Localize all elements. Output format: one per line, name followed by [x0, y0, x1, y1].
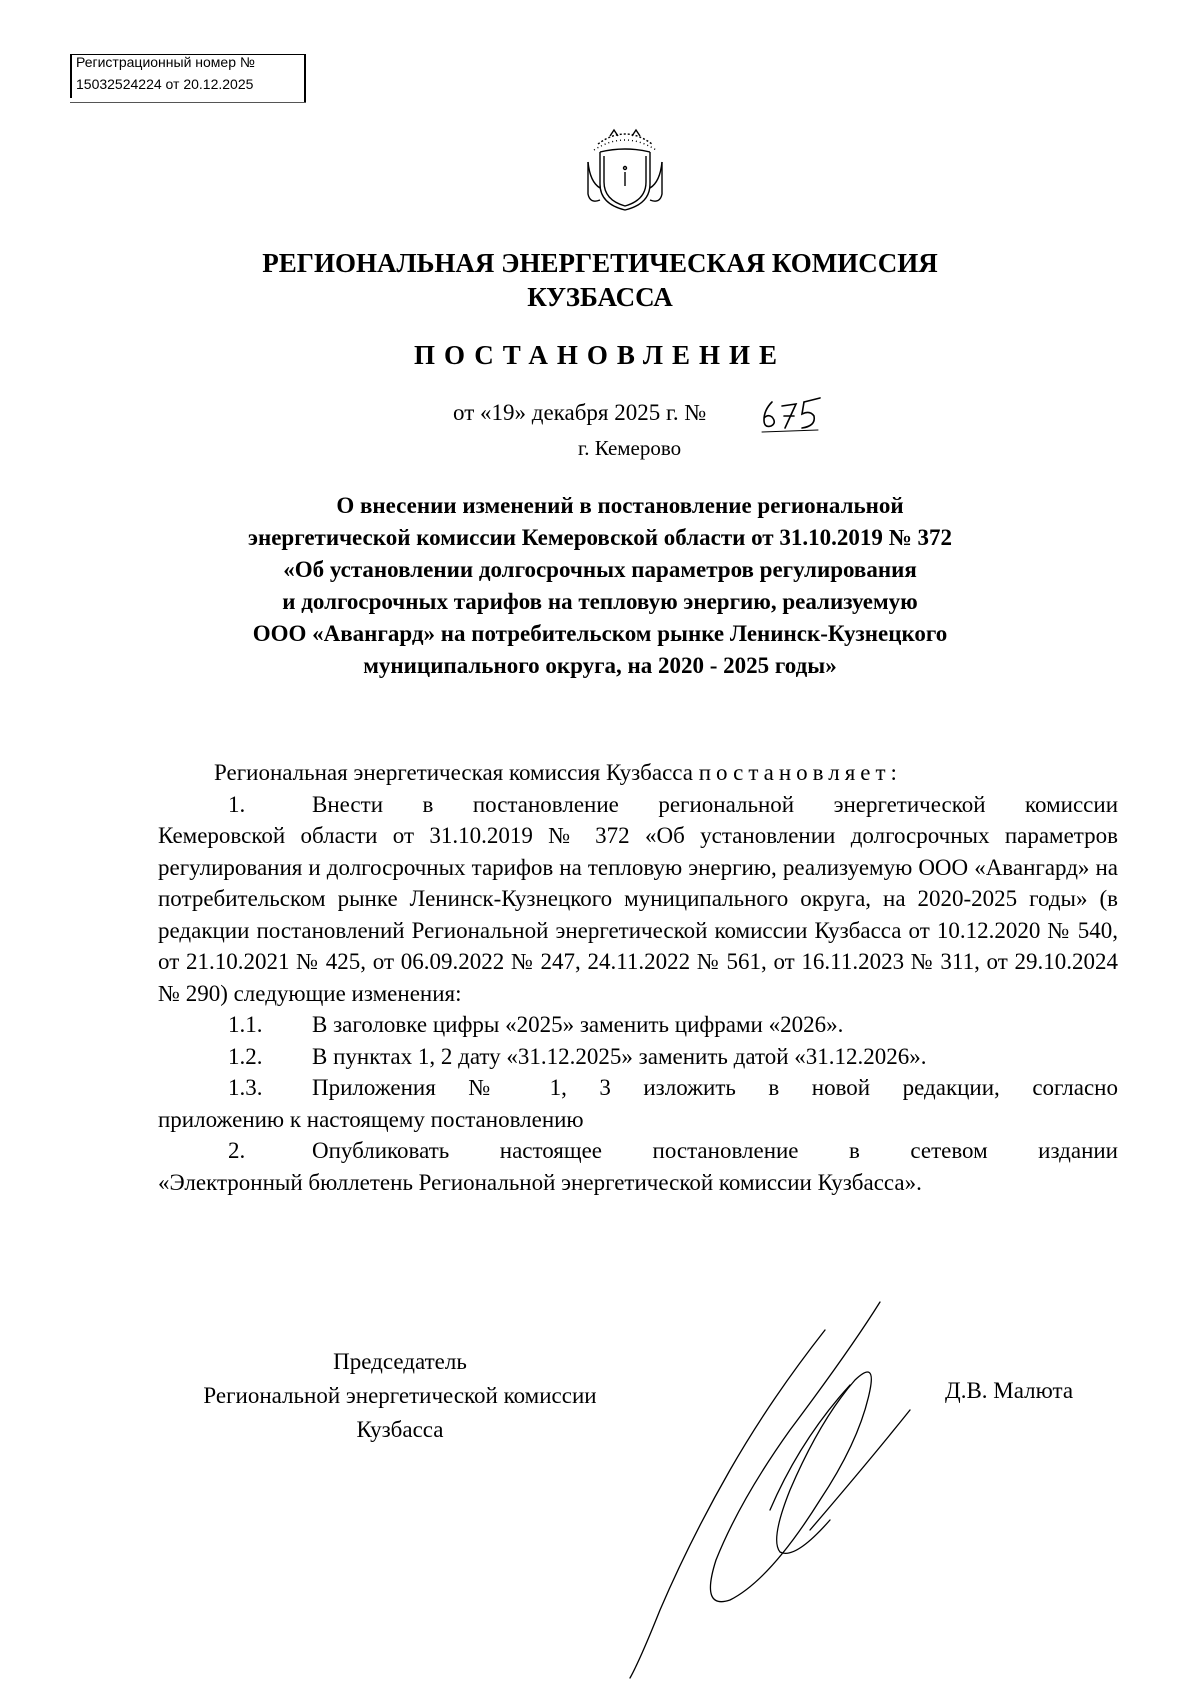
- organization-line-2: КУЗБАССА: [527, 282, 673, 312]
- item-number: 2.: [228, 1138, 246, 1163]
- city: г. Кемерово: [578, 436, 682, 460]
- resolution-lead: [158, 757, 1118, 789]
- handwritten-signature: [620, 1290, 960, 1680]
- signer-position: [150, 1345, 650, 1447]
- title-line: ООО «Авангард» на потребительском рынке Ленинск-Кузнецкого: [252, 621, 948, 646]
- item-1-3: [158, 1072, 1118, 1104]
- title-line: муниципального округа, на 2020 - 2025 годы»: [363, 653, 837, 678]
- title-line: «Об установлении долгосрочных параметров регулирования: [283, 557, 917, 582]
- document-number: 675: [758, 396, 760, 397]
- document-title: [0, 490, 1200, 682]
- item-number: 1.: [228, 791, 246, 817]
- signer-name: Д.В. Малюта: [945, 1378, 1074, 1403]
- document-type: ПОСТАНОВЛЕНИЕ: [413, 340, 787, 370]
- signer-position-line-2: Региональной энергетической комиссии: [203, 1383, 597, 1408]
- title-line: О внесении изменений в постановление региональной: [336, 493, 904, 518]
- stamp-border-left: [70, 54, 72, 98]
- item-1: [158, 789, 1118, 821]
- item-1-2: [158, 1041, 1118, 1073]
- organization-line-1: РЕГИОНАЛЬНАЯ ЭНЕРГЕТИЧЕСКАЯ КОМИССИЯ: [262, 248, 938, 278]
- title-line: энергетической комиссии Кемеровской области от 31.10.2019 № 372: [248, 525, 952, 550]
- item-2: [158, 1135, 1118, 1167]
- lead-verb: постановляет:: [698, 760, 902, 785]
- signer-position-line-3: Кузбасса: [356, 1417, 444, 1442]
- item-text: Приложения № 1, 3 изложить в новой редакции, согласно: [312, 1075, 1118, 1100]
- item-text: В заголовке цифры «2025» заменить цифрами «2026».: [312, 1012, 844, 1037]
- lead-prefix: Региональная энергетическая комиссия Кузбасса: [214, 760, 693, 785]
- item-1-1: [158, 1009, 1118, 1041]
- coat-of-arms-icon: [580, 122, 670, 214]
- item-1-3-continuation: приложению к настоящему постановлению: [158, 1106, 584, 1132]
- item-text: Опубликовать настоящее постановление в сетевом издании: [312, 1138, 1118, 1163]
- item-number: 1.1.: [228, 1012, 263, 1037]
- organization-name: [0, 246, 1200, 314]
- document-body: [158, 757, 1118, 1198]
- item-number: 1.3.: [228, 1075, 263, 1100]
- signer-position-line-1: Председатель: [333, 1349, 467, 1374]
- stamp-border-right: [304, 54, 306, 102]
- registration-label: Регистрационный номер №: [76, 54, 255, 70]
- item-2-continuation: «Электронный бюллетень Региональной энергетической комиссии Кузбасса».: [158, 1169, 922, 1195]
- title-line: и долгосрочных тарифов на тепловую энергию, реализуемую: [282, 589, 918, 614]
- item-1-continuation: Кемеровской области от 31.10.2019 № 372 «Об установлении долгосрочных параметров регулирования и долгосрочных тарифов на тепловую энергию, реализуемую ООО «Авангард» на потребительском рынке Ленинск-Кузнецкого муниципального округа, на 2020-2025 годы» (в редакции постановлений Региональной энергетической комиссии Кузбасса от 10.12.2020 № 540, от 21.10.2021 № 425, от 06.09.2022 № 247, 24.11.2022 № 561, от 16.11.2023 № 311, от 29.10.2024 № 290) следующие изменения:: [158, 823, 1118, 1006]
- item-text: В пунктах 1, 2 дату «31.12.2025» заменить датой «31.12.2026».: [312, 1043, 927, 1069]
- registration-stamp: [70, 52, 306, 102]
- document-date: от «19» декабря 2025 г. №: [453, 400, 707, 425]
- stamp-border-bottom: [70, 102, 306, 103]
- handwritten-document-number: [758, 396, 848, 436]
- item-text: Внести в постановление региональной энергетической комиссии: [312, 791, 1118, 817]
- registration-number: 15032524224 от 20.12.2025: [76, 76, 254, 92]
- item-number: 1.2.: [228, 1043, 263, 1069]
